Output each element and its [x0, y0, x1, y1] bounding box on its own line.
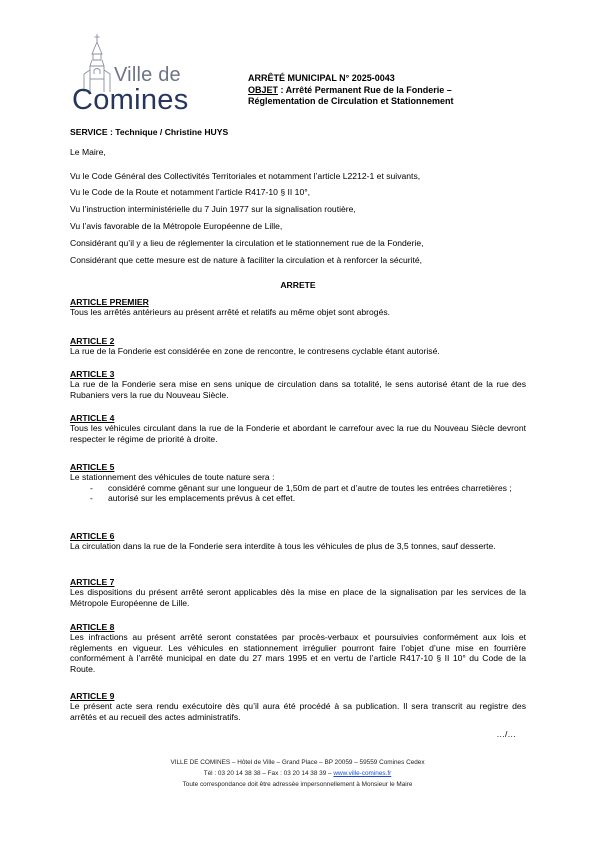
footer-phone-fax: Tél : 03 20 14 38 38 – Fax : 03 20 14 38 39 –	[203, 770, 334, 777]
article-5	[70, 462, 526, 504]
object-text-line2: Réglementation de Circulation et Stationnement	[248, 96, 454, 106]
arrete-heading: ARRETE	[280, 280, 316, 290]
article-7-title: ARTICLE 7	[70, 577, 115, 587]
vu-line-1: Vu le Code Général des Collectivités Territoriales et notamment l’article L2212-1 et suivants,	[70, 171, 421, 181]
article-9	[70, 691, 526, 722]
footer-correspondence-note: Toute correspondance doit être adressée impersonnellement à Monsieur le Maire	[182, 781, 413, 788]
logo-line-ville: Ville de	[114, 64, 181, 86]
article-8-text: Les infractions au présent arrêté seront constatées par procès-verbaux et poursuivies conformément aux lois et règlements en vigueur. Les véhicules en stationnement irrégulier pourront faire l’objet d’une mise en fourrière conformément à l’arrêté municipal en date du 27 mars 1995 et en vertu de l’article R417-10 § II 10° du Code de la Route.	[70, 632, 526, 674]
article-6-text: La circulation dans la rue de la Fonderie sera interdite à tous les véhicules de plus de 3,5 tonnes, sauf desserte.	[70, 541, 496, 552]
article-3-text: La rue de la Fonderie sera mise en sens unique de circulation dans sa totalité, le sens autorisé étant de la rue des Rubaniers vers la rue du Nouveau Siècle.	[70, 379, 526, 400]
article-4-title: ARTICLE 4	[70, 413, 115, 423]
article-8-title: ARTICLE 8	[70, 622, 115, 632]
decree-title: ARRÊTÉ MUNICIPAL N° 2025-0043	[248, 73, 395, 83]
object-label: OBJET	[248, 85, 279, 95]
le-maire: Le Maire,	[70, 147, 106, 157]
article-3	[70, 369, 526, 400]
article-4	[70, 413, 526, 444]
city-logo	[72, 34, 192, 114]
considerant-line-1: Considérant qu’il y a lieu de réglementer la circulation et le stationnement rue de la Fonderie,	[70, 238, 424, 248]
decree-header	[248, 73, 454, 107]
article-2-title: ARTICLE 2	[70, 336, 115, 346]
article-7	[70, 577, 526, 608]
decree-object	[248, 85, 454, 96]
article-8	[70, 622, 526, 674]
article-9-title: ARTICLE 9	[70, 691, 115, 701]
article-5-title: ARTICLE 5	[70, 462, 115, 472]
footer-address: VILLE DE COMINES – Hôtel de Ville – Grand Place – BP 20059 – 59559 Comines Cedex	[170, 759, 425, 766]
continuation-mark: …/…	[496, 729, 516, 739]
vu-line-2: Vu le Code de la Route et notamment l’article R417-10 § II 10°,	[70, 187, 311, 197]
vu-line-4: Vu l’avis favorable de la Métropole Européenne de Lille,	[70, 221, 283, 231]
article-6	[70, 531, 526, 552]
article-2-text: La rue de la Fonderie est considérée en zone de rencontre, le contresens cyclable étant autorisé.	[70, 346, 440, 357]
object-text: : Arrêté Permanent Rue de la Fonderie –	[278, 85, 452, 95]
article-1	[70, 297, 526, 318]
article-5-text: Le stationnement des véhicules de toute nature sera :	[70, 472, 275, 483]
article-2	[70, 336, 526, 357]
article-9-text: Le présent acte sera rendu exécutoire dès qu’il aura été procédé à sa publication. Il sera transcrit au registre des arrêtés et au recueil des actes administratifs.	[70, 701, 526, 722]
vu-line-3: Vu l’instruction interministérielle du 7 Juin 1977 sur la signalisation routière,	[70, 204, 356, 214]
article-3-title: ARTICLE 3	[70, 369, 115, 379]
article-1-text: Tous les arrêtés antérieurs au présent arrêté et relatifs au même objet sont abrogés.	[70, 307, 391, 318]
logo-line-comines: Comines	[72, 84, 189, 116]
article-6-title: ARTICLE 6	[70, 531, 115, 541]
considerant-line-2: Considérant que cette mesure est de nature à faciliter la circulation et à renforcer la sécurité,	[70, 255, 423, 265]
article-7-text: Les dispositions du présent arrêté seront applicables dès la mise en place de la signalisation par les services de la Métropole Européenne de Lille.	[70, 587, 526, 608]
footer-contact	[0, 768, 595, 779]
footer-website-link[interactable]: www.ville-comines.fr	[333, 770, 392, 777]
article-5-item-2: - autorisé sur les emplacements prévus à cet effet.	[70, 493, 526, 503]
article-5-item-1-text: considéré comme gênant sur une longueur de 1,50m de part et d’autre de toutes les entrées charretières ;	[108, 482, 512, 493]
article-5-item-2-text: autorisé sur les emplacements prévus à cet effet.	[108, 493, 296, 504]
article-5-item-1: - considéré comme gênant sur une longueur de 1,50m de part et d’autre de toutes les entrées charretières ;	[70, 483, 526, 493]
service-line: SERVICE : Technique / Christine HUYS	[70, 127, 229, 137]
article-1-title: ARTICLE PREMIER	[70, 297, 149, 307]
article-4-text: Tous les véhicules circulant dans la rue de la Fonderie et abordant le carrefour avec la rue du Nouveau Siècle devront respecter le régime de priorité à droite.	[70, 423, 526, 444]
